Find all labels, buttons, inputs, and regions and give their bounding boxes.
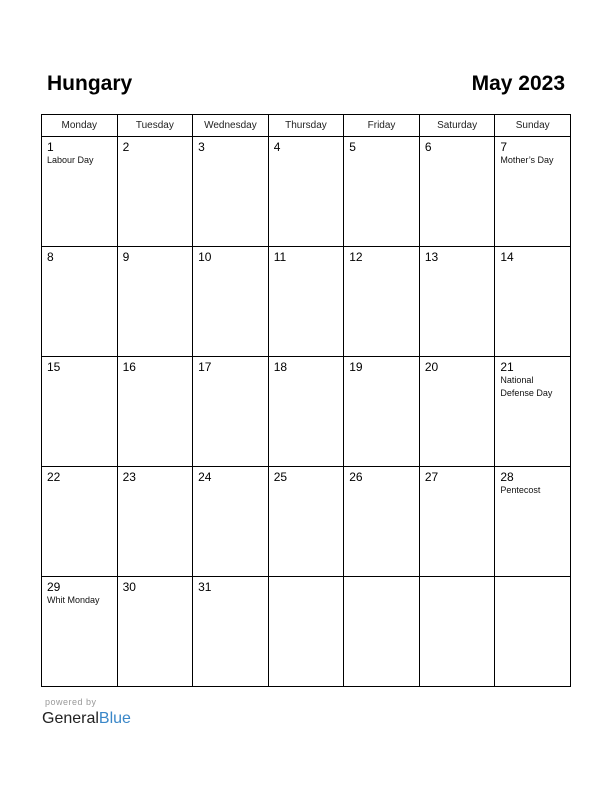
day-number: 12 bbox=[349, 250, 363, 264]
day-cell bbox=[42, 577, 118, 687]
day-cell bbox=[42, 137, 118, 247]
day-cell bbox=[344, 357, 420, 467]
day-cell bbox=[268, 357, 344, 467]
day-cell bbox=[495, 247, 571, 357]
day-number: 15 bbox=[47, 360, 61, 374]
day-number: 5 bbox=[349, 140, 356, 154]
day-cell bbox=[117, 467, 193, 577]
calendar-grid bbox=[41, 114, 571, 687]
brand-general: General bbox=[42, 710, 99, 727]
day-number: 2 bbox=[122, 140, 130, 154]
week-row bbox=[42, 577, 571, 687]
day-cell bbox=[193, 137, 269, 247]
day-number: 18 bbox=[273, 360, 288, 374]
day-cell bbox=[344, 137, 420, 247]
day-cell bbox=[117, 357, 193, 467]
generalblue-logo bbox=[42, 709, 131, 729]
month-year-title: May 2023 bbox=[471, 72, 565, 95]
weekday-header: Friday bbox=[344, 115, 420, 137]
day-number: 26 bbox=[349, 470, 363, 484]
calendar-body bbox=[42, 137, 571, 687]
day-cell bbox=[419, 357, 495, 467]
day-cell bbox=[42, 467, 118, 577]
weekday-header: Sunday bbox=[495, 115, 571, 137]
day-number: 14 bbox=[500, 250, 514, 264]
day-cell bbox=[495, 137, 571, 247]
week-row bbox=[42, 467, 571, 577]
day-cell bbox=[419, 247, 495, 357]
holiday-label: Pentecost bbox=[500, 485, 541, 495]
day-number: 8 bbox=[47, 250, 54, 264]
brand-blue: Blue bbox=[98, 710, 131, 727]
day-number: 3 bbox=[198, 140, 205, 154]
day-cell bbox=[495, 357, 571, 467]
day-cell bbox=[193, 577, 269, 687]
day-cell bbox=[117, 247, 193, 357]
day-number: 9 bbox=[122, 250, 130, 264]
day-number: 22 bbox=[47, 470, 61, 484]
weekday-header: Thursday bbox=[268, 115, 344, 137]
day-number: 19 bbox=[349, 360, 363, 374]
day-number: 30 bbox=[122, 580, 136, 594]
day-cell bbox=[419, 137, 495, 247]
week-row bbox=[42, 137, 571, 247]
day-cell bbox=[495, 467, 571, 577]
holiday-label: Whit Monday bbox=[47, 595, 100, 605]
day-cell bbox=[419, 467, 495, 577]
holiday-label: Labour Day bbox=[47, 155, 94, 165]
day-number: 11 bbox=[273, 250, 287, 264]
day-number: 4 bbox=[273, 140, 281, 154]
day-cell bbox=[495, 577, 571, 687]
day-cell bbox=[42, 357, 118, 467]
day-number: 17 bbox=[198, 360, 212, 374]
footer-branding bbox=[42, 696, 131, 729]
weekday-header: Tuesday bbox=[117, 115, 193, 137]
day-number: 25 bbox=[273, 470, 288, 484]
day-number: 10 bbox=[198, 250, 212, 264]
day-number: 1 bbox=[47, 140, 54, 154]
powered-by-text: powered by bbox=[45, 697, 97, 707]
day-number: 28 bbox=[500, 470, 514, 484]
day-number: 13 bbox=[424, 250, 439, 264]
day-number: 16 bbox=[122, 360, 136, 374]
day-cell bbox=[344, 247, 420, 357]
day-cell bbox=[344, 467, 420, 577]
day-cell bbox=[193, 467, 269, 577]
country-title: Hungary bbox=[47, 72, 133, 95]
weekday-header-row bbox=[42, 115, 571, 137]
day-cell bbox=[42, 247, 118, 357]
day-number: 24 bbox=[198, 470, 212, 484]
day-cell bbox=[193, 247, 269, 357]
day-cell bbox=[117, 137, 193, 247]
day-cell bbox=[268, 467, 344, 577]
day-number: 31 bbox=[198, 580, 212, 594]
day-cell bbox=[193, 357, 269, 467]
day-cell bbox=[268, 247, 344, 357]
day-number: 29 bbox=[47, 580, 61, 594]
weekday-header: Wednesday bbox=[193, 115, 269, 137]
day-number: 23 bbox=[122, 470, 136, 484]
weekday-header: Monday bbox=[42, 115, 118, 137]
day-number: 21 bbox=[500, 360, 514, 374]
day-cell bbox=[419, 577, 495, 687]
day-number: 6 bbox=[424, 140, 432, 154]
holiday-label: National Defense Day bbox=[500, 375, 553, 398]
day-cell bbox=[268, 577, 344, 687]
holiday-label: Mother’s Day bbox=[500, 155, 554, 165]
day-cell bbox=[268, 137, 344, 247]
week-row bbox=[42, 357, 571, 467]
day-number: 27 bbox=[424, 470, 439, 484]
week-row bbox=[42, 247, 571, 357]
day-cell bbox=[117, 577, 193, 687]
day-number: 7 bbox=[500, 140, 508, 154]
day-number: 20 bbox=[424, 360, 439, 374]
day-cell bbox=[344, 577, 420, 687]
weekday-header: Saturday bbox=[419, 115, 495, 137]
